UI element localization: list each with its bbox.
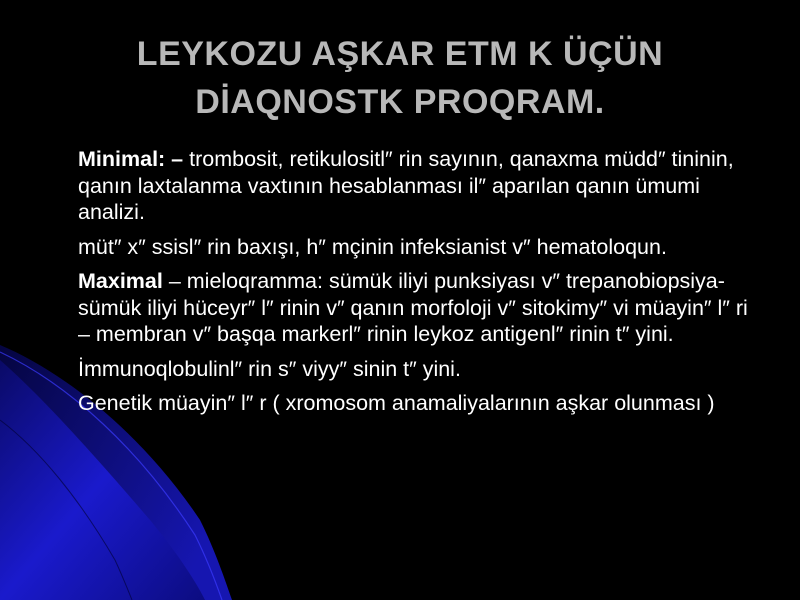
paragraph-text: müt″ x″ ssisl″ rin baxışı, h″ mçinin infeksianist v″ hematoloqun.: [78, 234, 667, 259]
paragraph-text: İmmunoqlobulinl″ rin s″ viyy″ sinin t″ yini.: [78, 356, 461, 381]
paragraph-text: trombosit, retikulositl″ rin sayının, qanaxma müdd″ tininin, qanın laxtalanma vaxtının hesablanması il″ aparılan qanın ümumi analizi.: [78, 147, 734, 224]
slide-body: [78, 146, 758, 425]
paragraph-immunoglobulins: [78, 356, 758, 383]
title-line-2: DİAQNOSTK PROQRAM.: [195, 83, 605, 121]
paragraph-text: Genetik müayin″ l″ r ( xromosom anamaliyalarının aşkar olunması ): [78, 391, 715, 415]
paragraph-bold-label: Minimal: –: [78, 147, 184, 171]
paragraph-maximal: [78, 268, 758, 348]
paragraph-minimal: [78, 146, 758, 226]
paragraph-text: – mieloqramma: sümük iliyi punksiyası v″ trepanobiopsiya- sümük iliyi hüceyr″ l″ rinin v″ qanın morfoloji v″ sitokimy″ vi müayin″ l″ ri – membran v″ başqa markerl″ rinin leykoz antigenl″ rinin t″ yini.: [78, 269, 748, 346]
paragraph-specialists: [78, 234, 758, 261]
paragraph-genetic: [78, 390, 758, 417]
paragraph-bold-label: Maximal: [78, 269, 163, 293]
slide-title: [40, 30, 760, 126]
title-line-1: LEYKOZU AŞKAR ETM K ÜÇÜN: [136, 35, 664, 73]
